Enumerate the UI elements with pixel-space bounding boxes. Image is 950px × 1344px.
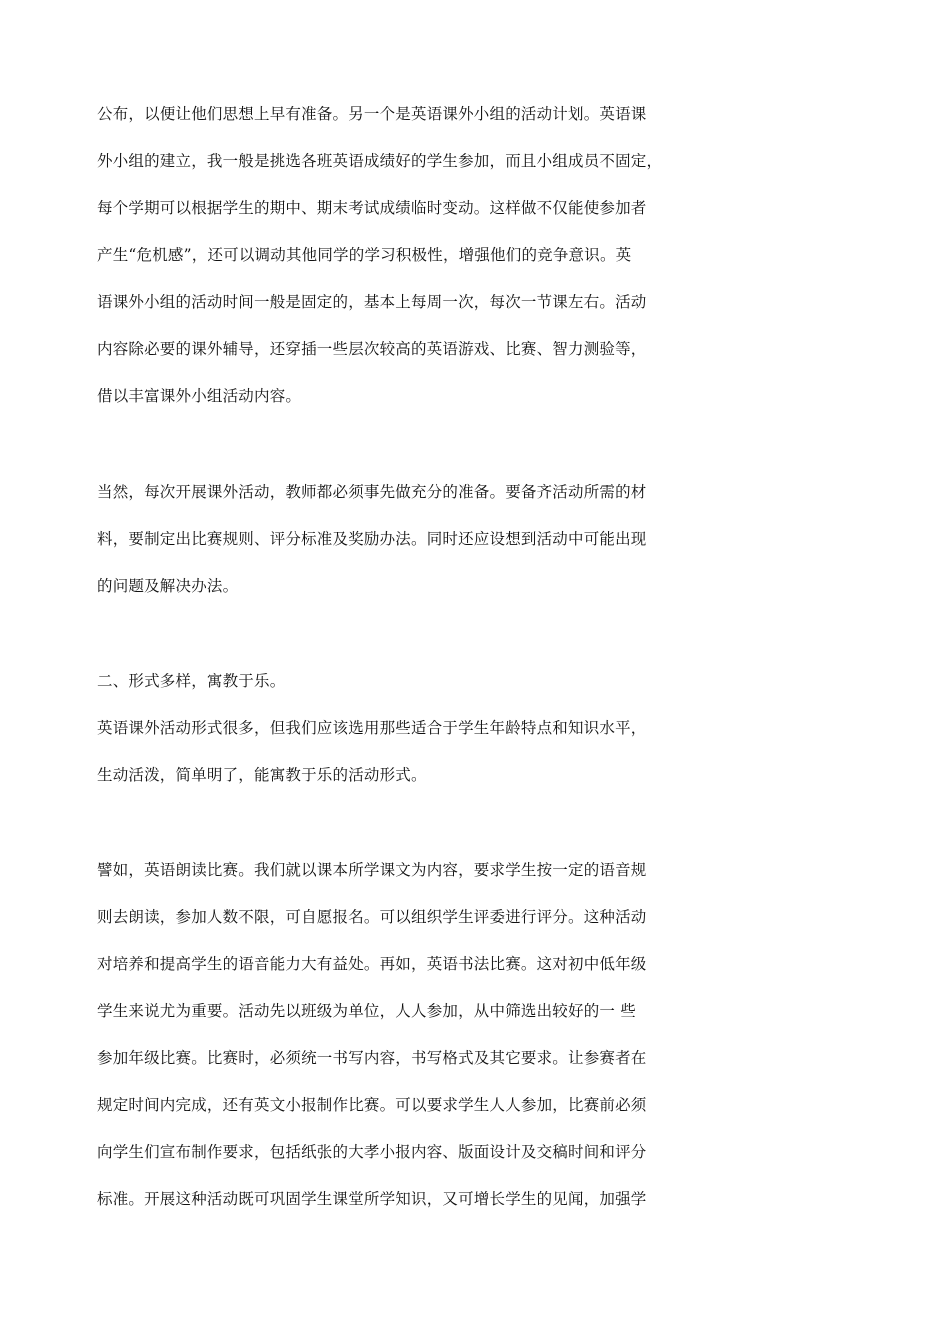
text-line: 外小组的建立，我一般是挑选各班英语成绩好的学生参加，而且小组成员不固定， bbox=[97, 152, 663, 170]
text-line: 借以丰富课外小组活动内容。 bbox=[97, 387, 302, 405]
text-line: 对培养和提高学生的语音能力大有益处。再如，英语书法比赛。这对初中低年级 bbox=[97, 955, 647, 973]
text-line: 譬如，英语朗读比赛。我们就以课本所学课文为内容，要求学生按一定的语音规 bbox=[97, 861, 647, 879]
text-line: 向学生们宣布制作要求，包括纸张的大孝小报内容、版面设计及交稿时间和评分 bbox=[97, 1143, 647, 1161]
text-line: 规定时间内完成，还有英文小报制作比赛。可以要求学生人人参加，比赛前必须 bbox=[97, 1096, 647, 1114]
text-line: 生动活泼，简单明了，能寓教于乐的活动形式。 bbox=[97, 766, 427, 784]
text-line: 学生来说尤为重要。活动先以班级为单位，人人参加，从中筛选出较好的一 些 bbox=[97, 1002, 636, 1020]
text-line: 语课外小组的活动时间一般是固定的，基本上每周一次，每次一节课左右。活动 bbox=[97, 293, 647, 311]
text-line: 每个学期可以根据学生的期中、期末考试成绩临时变动。这样做不仅能使参加者 bbox=[97, 199, 647, 217]
section-heading: 二、形式多样，寓教于乐。 bbox=[97, 672, 286, 690]
text-line: 的问题及解决办法。 bbox=[97, 577, 239, 595]
text-line: 标准。开展这种活动既可巩固学生课堂所学知识，又可增长学生的见闻，加强学 bbox=[97, 1190, 647, 1208]
text-line: 料，要制定出比赛规则、评分标准及奖励办法。同时还应设想到活动中可能出现 bbox=[97, 530, 647, 548]
text-line: 公布，以便让他们思想上早有准备。另一个是英语课外小组的活动计划。英语课 bbox=[97, 105, 647, 123]
text-line: 内容除必要的课外辅导，还穿插一些层次较高的英语游戏、比赛、智力测验等， bbox=[97, 340, 647, 358]
text-line: 英语课外活动形式很多，但我们应该选用那些适合于学生年龄特点和知识水平， bbox=[97, 719, 647, 737]
text-line: 则去朗读，参加人数不限，可自愿报名。可以组织学生评委进行评分。这种活动 bbox=[97, 908, 647, 926]
text-line: 产生“危机感”，还可以调动其他同学的学习积极性，增强他们的竞争意识。英 bbox=[97, 246, 632, 264]
text-line: 参加年级比赛。比赛时，必须统一书写内容，书写格式及其它要求。让参赛者在 bbox=[97, 1049, 647, 1067]
text-line: 当然，每次开展课外活动，教师都必须事先做充分的准备。要备齐活动所需的材 bbox=[97, 483, 647, 501]
